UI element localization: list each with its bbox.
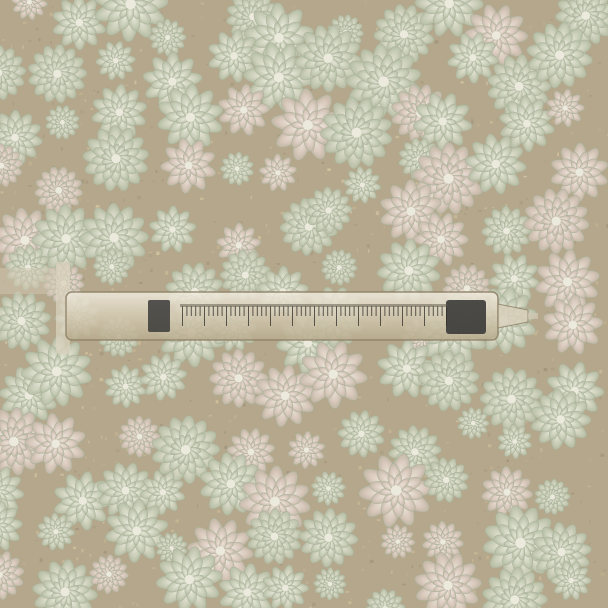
- graduation-mark: [424, 306, 425, 326]
- graduation-mark: [261, 306, 262, 316]
- graduation-mark: [433, 306, 434, 316]
- graduation-mark: [191, 306, 192, 316]
- graduation-mark: [437, 306, 438, 316]
- graduation-mark: [200, 306, 201, 316]
- graduation-mark: [332, 306, 333, 316]
- graduation-mark: [354, 306, 355, 316]
- graduation-mark: [340, 306, 341, 316]
- graduation-mark: [226, 306, 227, 326]
- graduation-mark: [186, 306, 187, 316]
- graduation-mark: [213, 306, 214, 316]
- graduation-mark: [266, 306, 267, 316]
- graduation-mark: [336, 306, 337, 326]
- graduation-mark: [310, 306, 311, 316]
- graduation-mark: [222, 306, 223, 316]
- syringe-plunger-stopper-left: [148, 300, 170, 332]
- graduation-mark: [406, 306, 407, 316]
- graduation-mark: [442, 306, 443, 316]
- graduation-mark: [235, 306, 236, 316]
- graduation-mark: [380, 306, 381, 326]
- graduation-mark: [204, 306, 205, 326]
- graduation-mark: [345, 306, 346, 316]
- syringe-plunger-stopper: [446, 300, 486, 334]
- graduation-mark: [398, 306, 399, 316]
- graduation-mark: [244, 306, 245, 316]
- syringe-nozzle: [528, 313, 538, 319]
- graduation-mark: [257, 306, 258, 316]
- graduation-mark: [248, 306, 249, 326]
- graduation-mark: [314, 306, 315, 326]
- graduation-mark: [239, 306, 240, 316]
- graduation-mark: [318, 306, 319, 316]
- syringe-plunger-rod: [0, 268, 56, 294]
- graduation-mark: [323, 306, 324, 316]
- graduation-mark: [305, 306, 306, 316]
- graduation-mark: [362, 306, 363, 316]
- graduation-mark: [393, 306, 394, 316]
- graduation-mark: [208, 306, 209, 316]
- graduation-mark: [376, 306, 377, 316]
- syringe-scale-line: [180, 304, 448, 307]
- graduation-mark: [371, 306, 372, 316]
- graduation-mark: [283, 306, 284, 316]
- graduation-mark: [230, 306, 231, 316]
- graduation-mark: [270, 306, 271, 326]
- graduation-mark: [428, 306, 429, 316]
- graduation-mark: [420, 306, 421, 316]
- graduation-mark: [288, 306, 289, 316]
- graduation-mark: [301, 306, 302, 316]
- graduation-mark: [296, 306, 297, 316]
- graduation-mark: [327, 306, 328, 316]
- graduation-mark: [411, 306, 412, 316]
- graduation-mark: [402, 306, 403, 326]
- graduation-mark: [367, 306, 368, 316]
- graduation-mark: [415, 306, 416, 316]
- graduation-mark: [252, 306, 253, 316]
- graduation-mark: [358, 306, 359, 326]
- graduation-mark: [292, 306, 293, 326]
- graduation-mark: [446, 306, 447, 326]
- graduation-mark: [195, 306, 196, 316]
- graduation-mark: [389, 306, 390, 316]
- graduation-mark: [182, 306, 183, 326]
- graduation-mark: [274, 306, 275, 316]
- graduation-mark: [349, 306, 350, 316]
- graduation-mark: [279, 306, 280, 316]
- graduation-mark: [384, 306, 385, 316]
- graduation-mark: [217, 306, 218, 316]
